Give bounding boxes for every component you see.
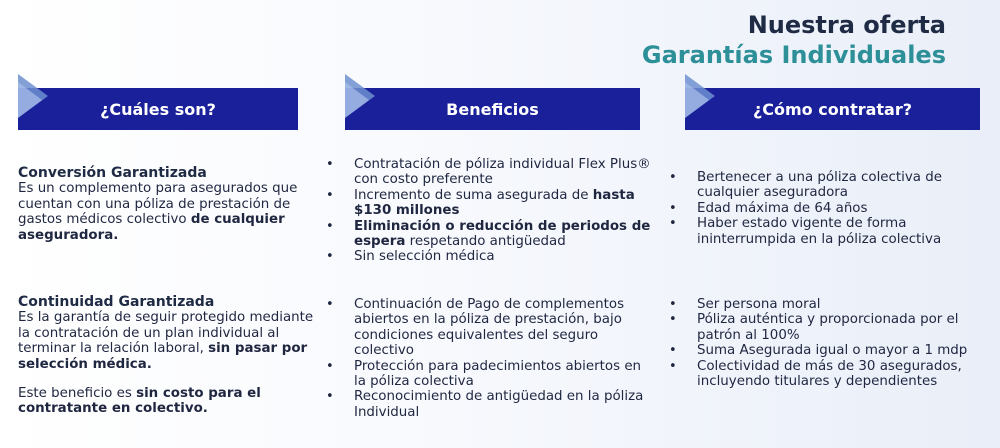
conversion-block xyxy=(18,166,318,243)
list-item: • Bertenecer a una póliza colectiva de cualquier aseguradora xyxy=(665,170,985,201)
list-item: • Eliminación o reducción de periodos de espera respetando antigüedad xyxy=(322,219,652,250)
header-contratar xyxy=(685,88,980,130)
list-item: • Colectividad de más de 30 asegurados, incluyendo titulares y dependientes xyxy=(665,359,985,390)
page-title xyxy=(642,10,946,70)
header-beneficios xyxy=(345,88,640,130)
title-line-1: Nuestra oferta xyxy=(747,11,946,39)
header-cuales xyxy=(18,88,298,130)
conversion-title: Conversión Garantizada xyxy=(18,165,207,181)
beneficios-continuidad-list xyxy=(322,297,652,420)
list-item: • Suma Asegurada igual o mayor a 1 mdp xyxy=(665,343,985,358)
header-beneficios-label: Beneficios xyxy=(446,99,539,119)
list-item: • Contratación de póliza individual Flex Plus® con costo preferente xyxy=(322,157,652,188)
continuidad-title: Continuidad Garantizada xyxy=(18,294,215,310)
conversion-text: Es un complemento para asegurados que cuentan con una póliza de prestación de gastos médicos colectivo de cualquier aseguradora. xyxy=(18,181,298,243)
continuidad-note: Este beneficio es sin costo para el contratante en colectivo. xyxy=(18,386,261,417)
title-line-2: Garantías Individuales xyxy=(641,41,946,69)
list-item: • Haber estado vigente de forma ininterrumpida en la póliza colectiva xyxy=(665,216,985,247)
header-cuales-label: ¿Cuáles son? xyxy=(100,99,216,119)
continuidad-text: Es la garantía de seguir protegido mediante la contratación de un plan individual al terminar la relación laboral, sin pasar por selección médica. xyxy=(18,310,314,372)
header-arrow-icon xyxy=(18,82,42,118)
contratar-conversion-list xyxy=(665,170,985,247)
list-item: • Póliza auténtica y proporcionada por el patrón al 100% xyxy=(665,312,985,343)
list-item: • Continuación de Pago de complementos abiertos en la póliza de prestación, bajo condiciones equivalentes del seguro colectivo xyxy=(322,297,652,359)
list-item: • Edad máxima de 64 años xyxy=(665,201,985,216)
continuidad-block xyxy=(18,295,318,417)
list-item: • Incremento de suma asegurada de hasta $130 millones xyxy=(322,188,652,219)
list-item: • Ser persona moral xyxy=(665,297,985,312)
list-item: • Sin selección médica xyxy=(322,249,652,264)
header-arrow-icon xyxy=(685,82,709,118)
contratar-continuidad-list xyxy=(665,297,985,389)
header-arrow-icon xyxy=(345,82,369,118)
header-contratar-label: ¿Cómo contratar? xyxy=(752,99,913,119)
beneficios-conversion-list xyxy=(322,157,652,265)
list-item: • Reconocimiento de antigüedad en la póliza Individual xyxy=(322,389,652,420)
list-item: • Protección para padecimientos abiertos en la póliza colectiva xyxy=(322,359,652,390)
